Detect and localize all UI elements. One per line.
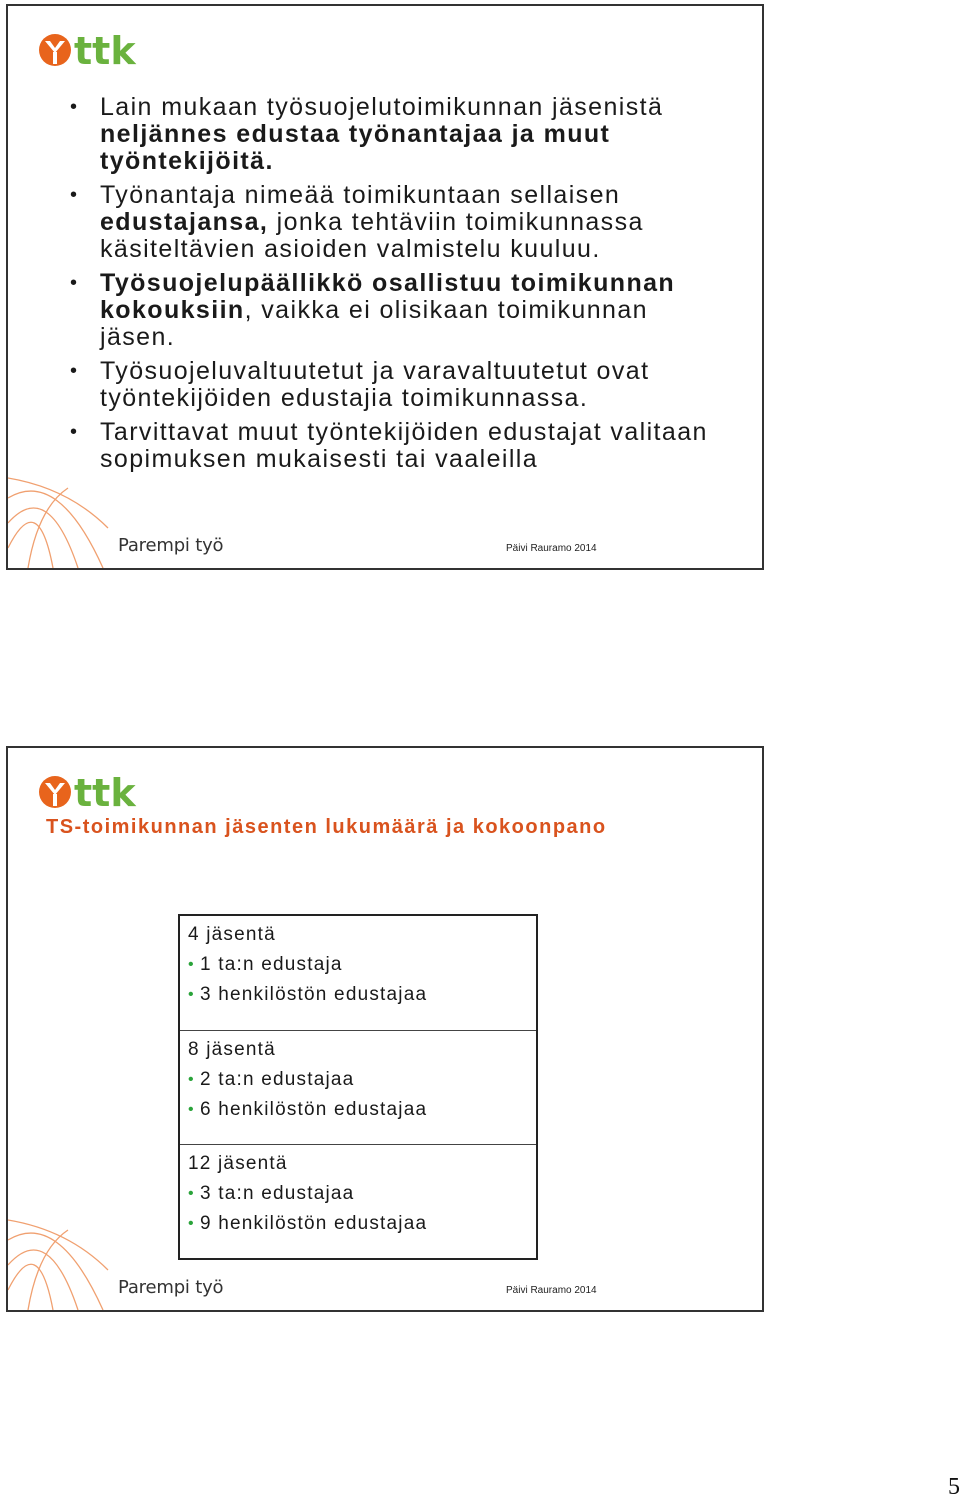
slide-2 — [6, 746, 764, 1312]
footer-brand: Parempi työ — [118, 535, 224, 556]
member-total: 12 jäsentä — [188, 1153, 288, 1174]
employer-count: • 3 ta:n edustajaa — [188, 1179, 528, 1209]
footer-brand: Parempi työ — [118, 1277, 224, 1298]
bullet-list — [70, 94, 730, 480]
staff-count: • 3 henkilöstön edustajaa — [188, 980, 528, 1010]
bullet-item: • Tarvittavat muut työntekijöiden edustajat valitaan sopimuksen mukaisesti tai vaaleilla — [70, 419, 730, 473]
staff-count: • 6 henkilöstön edustajaa — [188, 1095, 528, 1125]
footer-author: Päivi Rauramo 2014 — [506, 1285, 597, 1296]
decorative-arcs-icon — [8, 468, 118, 568]
employer-count: • 1 ta:n edustaja — [188, 950, 528, 980]
table-row — [180, 916, 536, 1030]
bullet-item: • Lain mukaan työsuojelutoimikunnan jäsenistä neljännes edustaa työnantajaa ja muut työntekijöitä. — [70, 94, 730, 175]
svg-text:ttk: ttk — [74, 772, 136, 812]
staff-count: • 9 henkilöstön edustajaa — [188, 1209, 528, 1239]
slide-1 — [6, 4, 764, 570]
bullet-item: • Työnantaja nimeää toimikuntaan sellaisen edustajansa, jonka tehtäviin toimikunnassa käsiteltävien asioiden valmistelu kuuluu. — [70, 182, 730, 263]
bullet-item: • Työsuojeluvaltuutetut ja varavaltuutetut ovat työntekijöiden edustajia toimikunnassa. — [70, 358, 730, 412]
table-row — [180, 1030, 536, 1144]
employer-count: • 2 ta:n edustajaa — [188, 1065, 528, 1095]
page-number: 5 — [948, 1474, 960, 1500]
ttk-logo-icon — [38, 772, 148, 812]
svg-text:ttk: ttk — [74, 30, 136, 70]
decorative-arcs-icon — [8, 1210, 118, 1310]
composition-table — [178, 914, 538, 1260]
bullet-item: • Työsuojelupäällikkö osallistuu toimikunnan kokouksiin, vaikka ei olisikaan toimikunnan jäsen. — [70, 270, 730, 351]
member-total: 4 jäsentä — [188, 924, 276, 945]
member-total: 8 jäsentä — [188, 1039, 276, 1060]
table-row — [180, 1144, 536, 1258]
footer-author: Päivi Rauramo 2014 — [506, 543, 597, 554]
ttk-logo-icon — [38, 30, 148, 70]
slide-title: TS-toimikunnan jäsenten lukumäärä ja kokoonpano — [46, 816, 607, 838]
